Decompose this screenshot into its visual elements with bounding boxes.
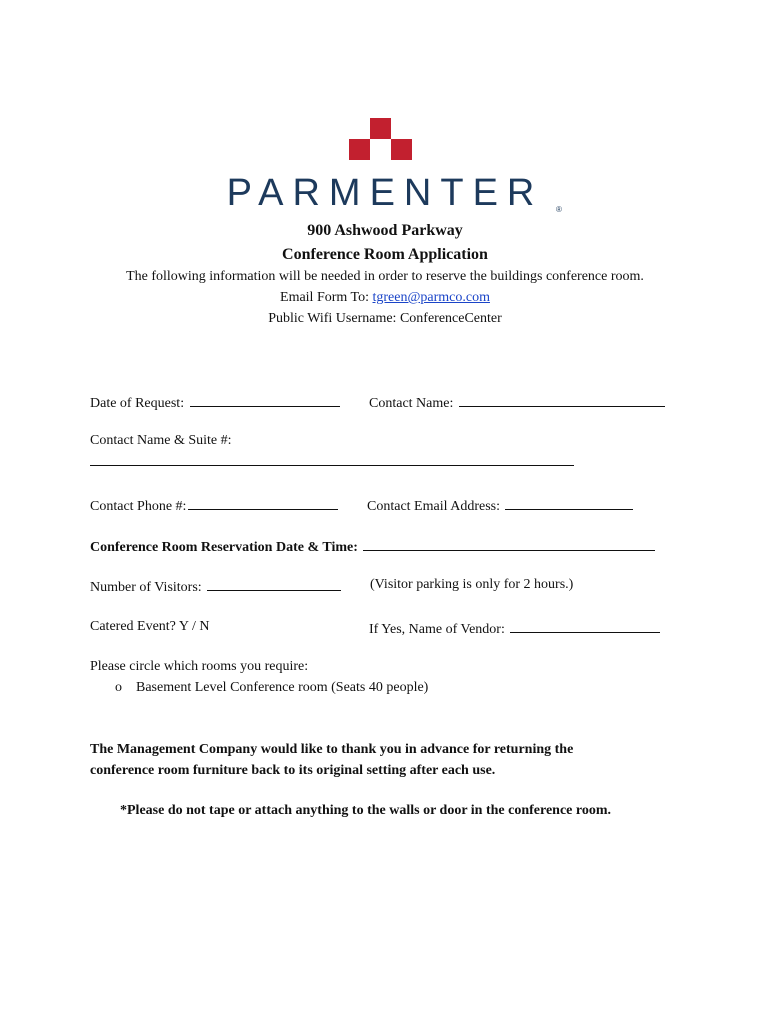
catered-event-label: Catered Event? Y / N — [90, 619, 210, 634]
contact-email-label: Contact Email Address: — [367, 499, 500, 514]
contact-phone-label: Contact Phone #: — [90, 499, 187, 514]
notice-text: *Please do not tape or attach anything to the walls or door in the conference room. — [120, 803, 612, 818]
visitors-label: Number of Visitors: — [90, 580, 202, 595]
contact-suite-blank[interactable] — [90, 465, 574, 466]
vendor-label: If Yes, Name of Vendor: — [369, 622, 505, 637]
logo-square-left — [349, 139, 370, 160]
room-option-basement[interactable]: Basement Level Conference room (Seats 40 people) — [136, 680, 429, 695]
contact-suite-label: Contact Name & Suite #: — [90, 433, 232, 448]
visitors-blank[interactable] — [207, 577, 341, 591]
reservation-field — [90, 537, 655, 556]
thanks-line-1: The Management Company would like to thank you in advance for returning the — [90, 742, 574, 757]
contact-email-field — [367, 496, 633, 515]
vendor-field — [369, 619, 660, 638]
room-bullet: o — [115, 680, 122, 695]
logo-mark — [349, 118, 413, 160]
rooms-prompt: Please circle which rooms you require: — [90, 659, 309, 674]
reservation-blank[interactable] — [363, 537, 655, 551]
address: 900 Ashwood Parkway — [307, 222, 463, 239]
contact-phone-field — [90, 496, 338, 515]
date-of-request-field — [90, 393, 340, 412]
email-link[interactable]: tgreen@parmco.com — [372, 290, 490, 305]
vendor-blank[interactable] — [510, 619, 660, 633]
page-title: Conference Room Application — [282, 246, 488, 263]
contact-name-field — [369, 393, 665, 412]
registered-mark: ® — [556, 205, 562, 214]
logo-square-right — [391, 139, 412, 160]
contact-name-label: Contact Name: — [369, 396, 454, 411]
visitors-field — [90, 577, 341, 596]
reservation-label: Conference Room Reservation Date & Time: — [90, 540, 358, 555]
intro-text: The following information will be needed in order to reserve the buildings conference room. — [126, 269, 644, 284]
date-of-request-label: Date of Request: — [90, 396, 185, 411]
contact-email-blank[interactable] — [505, 496, 633, 510]
date-of-request-blank[interactable] — [190, 393, 340, 407]
parking-note: (Visitor parking is only for 2 hours.) — [370, 577, 574, 592]
logo-wordmark: PARMENTER — [226, 172, 544, 214]
email-line — [0, 290, 770, 306]
email-label: Email Form To: — [280, 290, 373, 305]
contact-phone-blank[interactable] — [188, 496, 338, 510]
wifi-info: Public Wifi Username: ConferenceCenter — [268, 311, 502, 326]
contact-name-blank[interactable] — [459, 393, 665, 407]
thanks-line-2: conference room furniture back to its original setting after each use. — [90, 763, 496, 778]
logo-square-top — [370, 118, 391, 139]
